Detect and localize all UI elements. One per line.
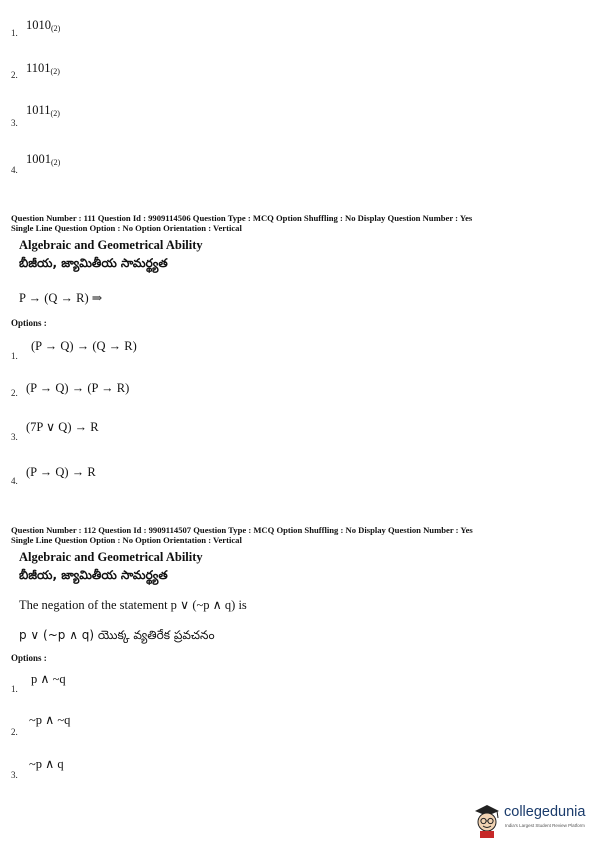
question-statement-telugu: p ∨ (~p ∧ q) యొక్క వ్యతిరేక ప్రవచనం xyxy=(19,628,215,642)
question-statement: P → (Q → R) ⇒ xyxy=(19,291,103,305)
option-text: $1101_{(2)}$ xyxy=(26,61,60,76)
base-subscript: (2) xyxy=(50,67,60,76)
option-text: ~p ∧ ~q xyxy=(29,713,71,727)
question-meta xyxy=(11,525,586,545)
option-text: (P → Q) → (P → R) xyxy=(26,381,130,395)
question-meta xyxy=(11,213,586,233)
question-meta-line: Single Line Question Option : No Option Orientation : Vertical xyxy=(11,223,242,233)
collegedunia-logo xyxy=(470,800,595,840)
subject-title-telugu: బీజీయ, జ్యామితీయ సామర్థ్యత xyxy=(19,568,168,582)
brand-name: collegedunia xyxy=(504,804,586,820)
option-text: (P → Q) → (Q → R) xyxy=(31,339,137,353)
subject-title: Algebraic and Geometrical Ability xyxy=(19,238,203,252)
brand-tagline: India's Largest Student Review Platform xyxy=(505,823,585,828)
option-text: (7P ∨ Q) → R xyxy=(26,420,99,434)
base-subscript: (2) xyxy=(51,24,61,33)
mascot-icon xyxy=(472,802,502,838)
option-number: 4. xyxy=(11,165,18,175)
options-label: Options : xyxy=(11,318,47,328)
question-meta-line: Single Line Question Option : No Option Orientation : Vertical xyxy=(11,535,242,545)
option-number: 2. xyxy=(11,388,18,398)
question-meta-line: Question Number : 112 Question Id : 9909114507 Question Type : MCQ Option Shuffling : No Display Question Number : Yes xyxy=(11,525,473,535)
option-number: 2. xyxy=(11,727,18,737)
option-number: 1. xyxy=(11,28,18,38)
base-subscript: (2) xyxy=(51,158,61,167)
option-text: $1010_{(2)}$ xyxy=(26,18,61,33)
option-number: 4. xyxy=(11,476,18,486)
base-subscript: (2) xyxy=(50,109,60,118)
option-number: 1. xyxy=(11,684,18,694)
option-number: 3. xyxy=(11,118,18,128)
option-text: $1011_{(2)}$ xyxy=(26,103,60,118)
question-statement: The negation of the statement p ∨ (~p ∧ q) is xyxy=(19,598,247,612)
option-number: 2. xyxy=(11,70,18,80)
option-text: p ∧ ~q xyxy=(31,672,66,686)
question-meta-line: Question Number : 111 Question Id : 9909114506 Question Type : MCQ Option Shuffling : No Display Question Number : Yes xyxy=(11,213,473,223)
option-number: 3. xyxy=(11,770,18,780)
option-number: 3. xyxy=(11,432,18,442)
option-text: ~p ∧ q xyxy=(29,757,64,771)
option-text: $1001_{(2)}$ xyxy=(26,152,61,167)
subject-title-telugu: బీజీయ, జ్యామితీయ సామర్థ్యత xyxy=(19,256,168,270)
options-label: Options : xyxy=(11,653,47,663)
option-number: 1. xyxy=(11,351,18,361)
option-text: (P → Q) → R xyxy=(26,465,96,479)
subject-title: Algebraic and Geometrical Ability xyxy=(19,550,203,564)
